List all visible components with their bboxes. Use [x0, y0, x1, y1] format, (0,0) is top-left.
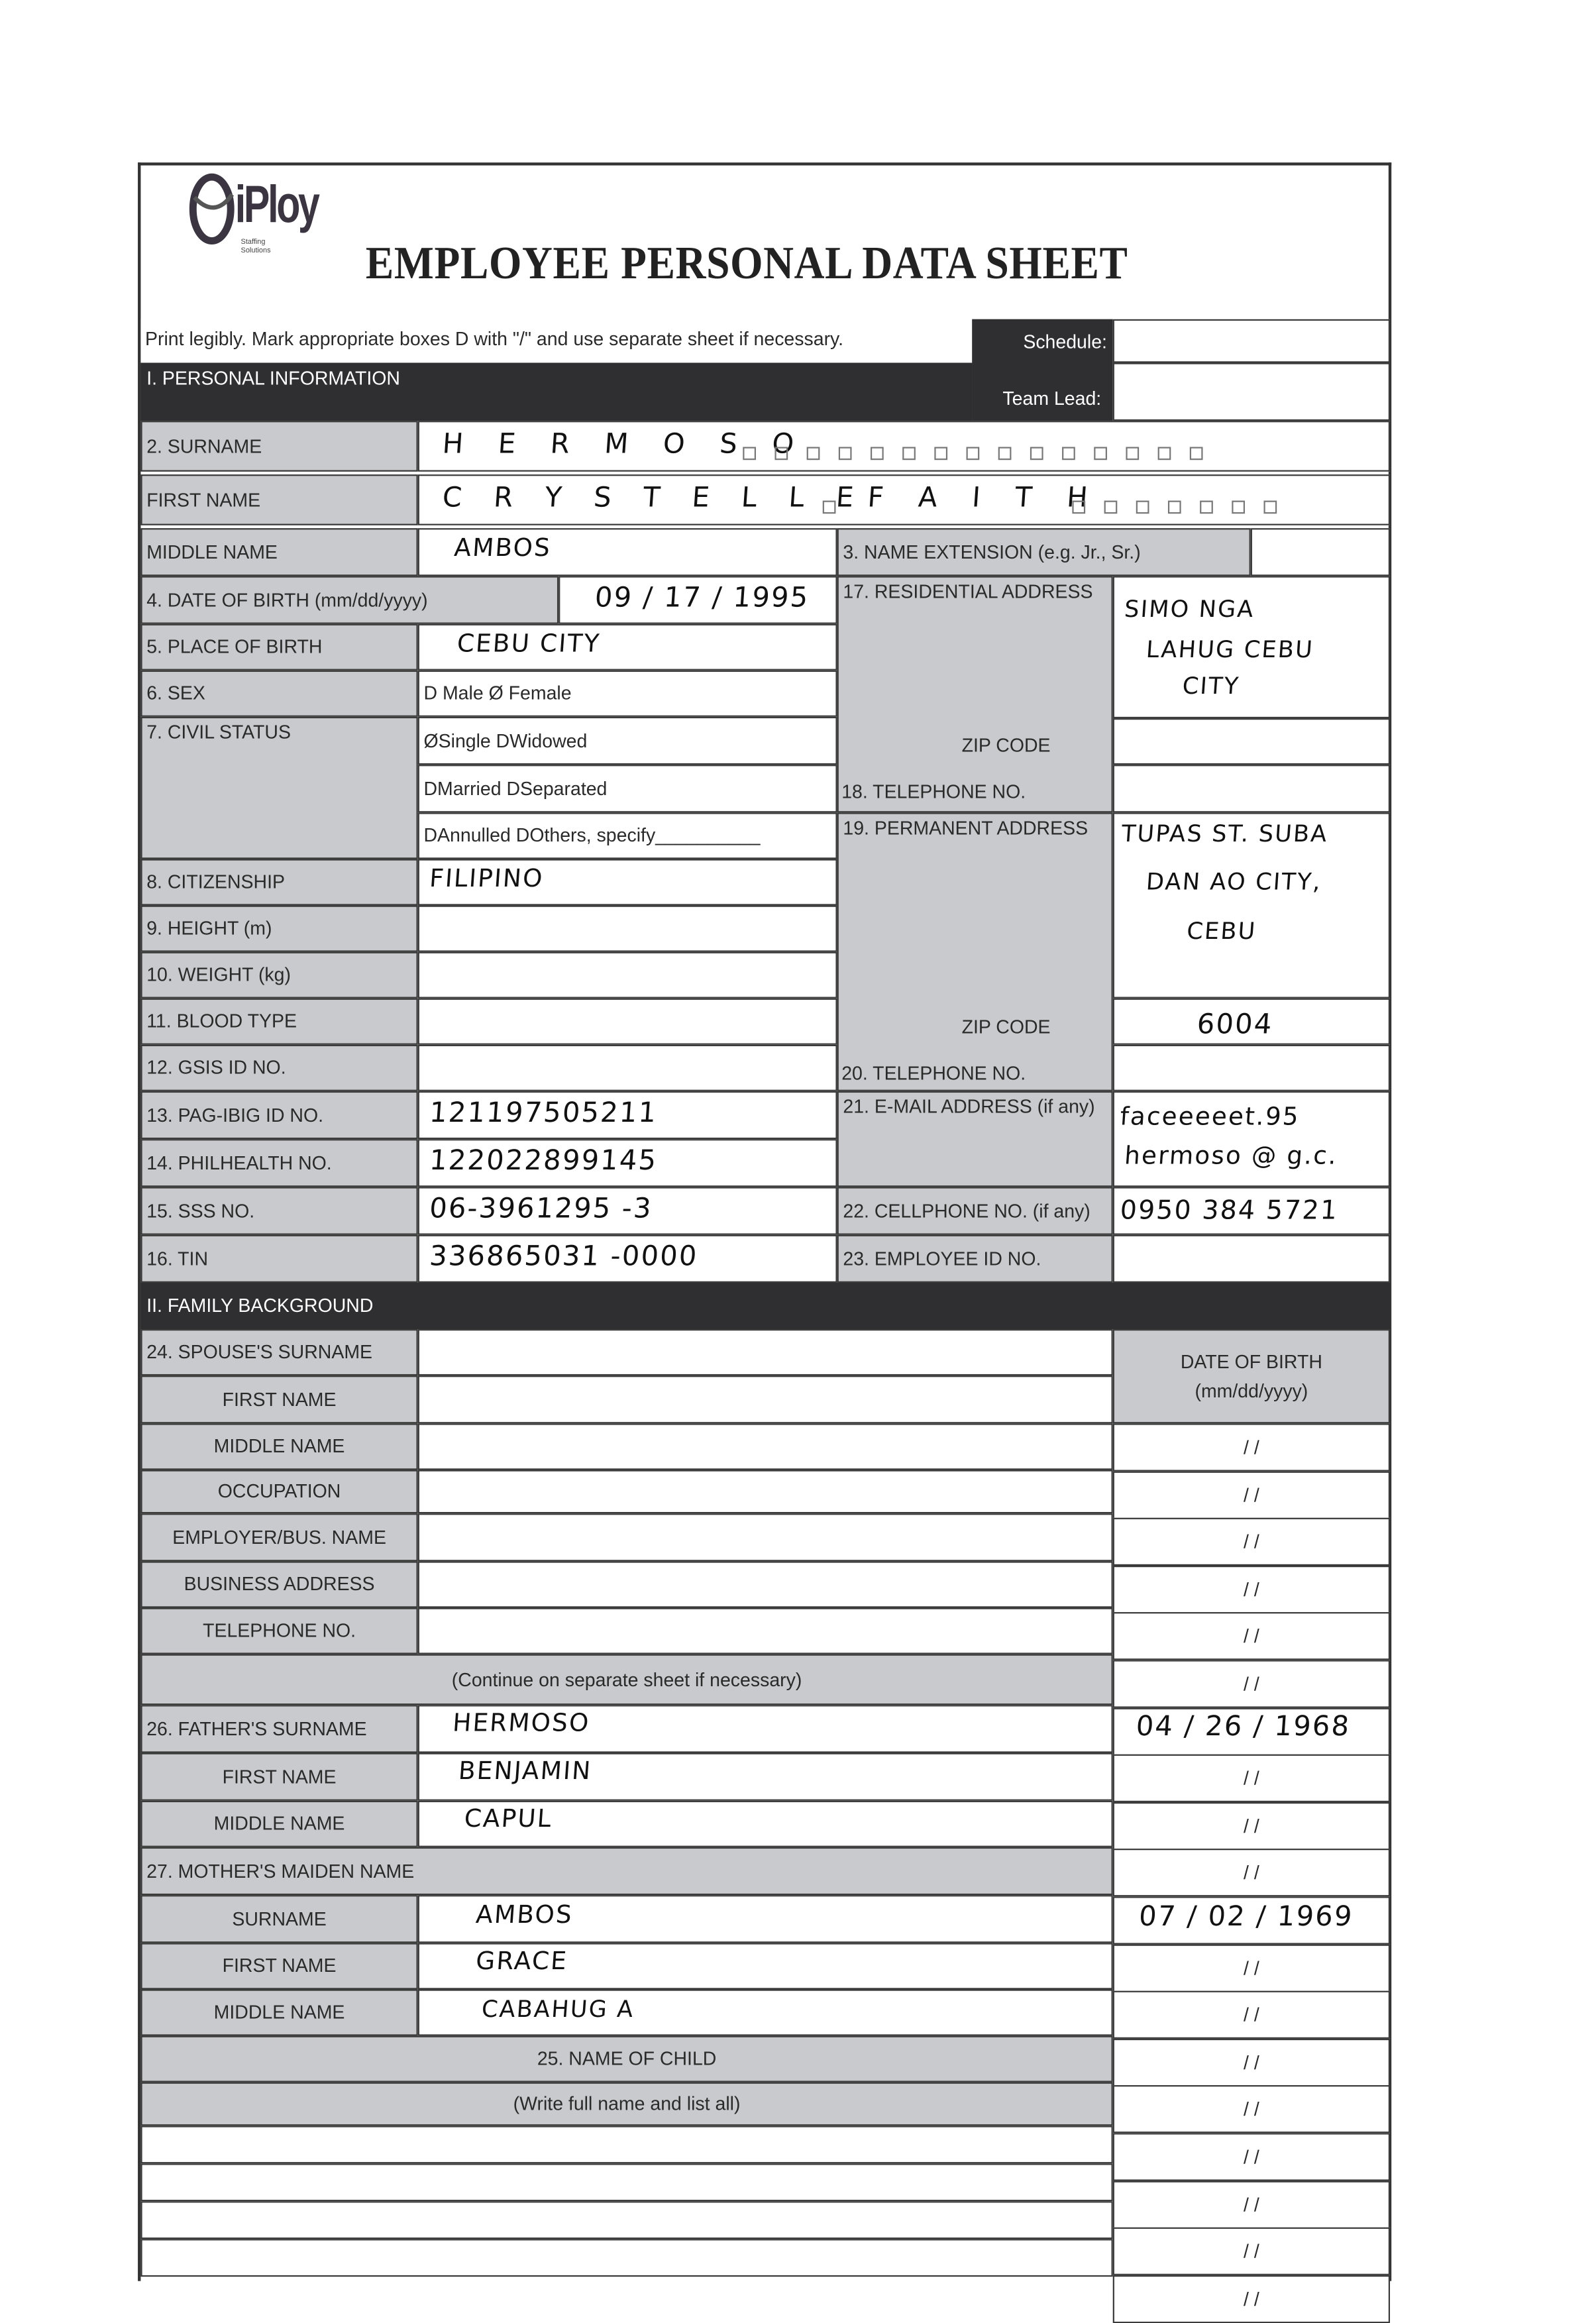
letter-box[interactable]: [838, 447, 851, 460]
zip-code-label: ZIP CODE: [961, 1016, 1051, 1038]
email-line: faceeeeet.95: [1119, 1103, 1301, 1132]
letter-box[interactable]: [1093, 447, 1106, 460]
child-dob-field[interactable]: / /: [1113, 2039, 1390, 2086]
philhealth-handwriting: 122022899145: [428, 1144, 659, 1177]
letter-box[interactable]: [1136, 501, 1149, 514]
child-dob-field[interactable]: / /: [1113, 1660, 1390, 1707]
letter-box[interactable]: [806, 447, 820, 460]
dob-label: 4. DATE OF BIRTH (mm/dd/yyyy): [140, 576, 559, 623]
letter-box[interactable]: [933, 447, 947, 460]
logo-subtitle: Staffing Solutions: [240, 238, 271, 256]
child-dob-field[interactable]: / /: [1113, 2181, 1390, 2228]
mother-middle-name-handwriting: CABAHUG A: [480, 1995, 635, 2023]
iploy-logo: [186, 168, 318, 262]
child-name-row[interactable]: [140, 2126, 1112, 2163]
sss-handwriting: 06-3961295 -3: [428, 1193, 654, 1225]
letter-box[interactable]: [998, 447, 1011, 460]
letter-box[interactable]: [1071, 501, 1085, 514]
employer-field[interactable]: [418, 1513, 1113, 1561]
business-address-field[interactable]: [418, 1561, 1113, 1607]
child-name-row[interactable]: [140, 2201, 1112, 2239]
spouse-first-name-label: FIRST NAME: [140, 1376, 417, 1423]
first-name-letter-boxes-2[interactable]: [1062, 495, 1285, 521]
father-surname-handwriting: HERMOSO: [451, 1709, 591, 1739]
spouse-telephone-label: TELEPHONE NO.: [140, 1608, 417, 1654]
residential-address-line: CITY: [1181, 671, 1241, 700]
permanent-address-line: DAN AO CITY,: [1145, 867, 1323, 896]
team-lead-label: Team Lead:: [1002, 387, 1102, 409]
section-personal-info-header: I. PERSONAL INFORMATION: [140, 363, 972, 421]
spouse-middle-name-label: MIDDLE NAME: [140, 1423, 417, 1470]
child-dob-field[interactable]: / /: [1113, 1566, 1390, 1613]
first-name-label: FIRST NAME: [140, 474, 417, 525]
father-middle-name-label: MIDDLE NAME: [140, 1801, 417, 1847]
zip-code-label: ZIP CODE: [961, 734, 1051, 756]
child-dob-field[interactable]: / /: [1113, 1423, 1390, 1471]
mother-first-name-label: FIRST NAME: [140, 1943, 417, 1989]
occupation-field[interactable]: [418, 1470, 1113, 1513]
child-dob-field[interactable]: / /: [1113, 2086, 1390, 2134]
father-middle-name-handwriting: CAPUL: [463, 1805, 554, 1835]
team-lead-field[interactable]: [1113, 363, 1390, 421]
mother-surname-label: SURNAME: [140, 1895, 417, 1943]
letter-box[interactable]: [1157, 447, 1171, 460]
telephone-field-2[interactable]: [1113, 1045, 1390, 1091]
name-extension-label: 3. NAME EXTENSION (e.g. Jr., Sr.): [837, 528, 1251, 576]
child-dob-field[interactable]: / /: [1113, 2275, 1390, 2322]
name-extension-field[interactable]: [1251, 528, 1390, 576]
business-address-label: BUSINESS ADDRESS: [140, 1561, 417, 1607]
spouse-telephone-field[interactable]: [418, 1608, 1113, 1654]
civil-status-label: 7. CIVIL STATUS: [140, 717, 417, 859]
blood-type-field[interactable]: [418, 999, 837, 1045]
telephone-label-2: 20. TELEPHONE NO.: [841, 1062, 1026, 1084]
father-dob-handwriting: 04 / 26 / 1968: [1135, 1711, 1352, 1743]
employee-id-field[interactable]: [1113, 1235, 1390, 1283]
mother-first-name-handwriting: GRACE: [474, 1947, 569, 1976]
schedule-field[interactable]: [1113, 319, 1390, 363]
child-dob-field[interactable]: / /: [1113, 1755, 1390, 1802]
continue-note: (Continue on separate sheet if necessary): [140, 1654, 1112, 1705]
mother-maiden-name-label: 27. MOTHER'S MAIDEN NAME: [140, 1847, 1112, 1895]
surname-letter-boxes[interactable]: [733, 441, 1212, 467]
tin-label: 16. TIN: [140, 1235, 417, 1283]
letter-box[interactable]: [742, 447, 755, 460]
residential-address-label: 17. RESIDENTIAL ADDRESS: [837, 576, 1113, 812]
child-dob-field[interactable]: / /: [1113, 2133, 1390, 2181]
child-dob-field[interactable]: / /: [1113, 1991, 1390, 2039]
father-surname-label: 26. FATHER'S SURNAME: [140, 1705, 417, 1753]
telephone-field[interactable]: [1113, 765, 1390, 812]
instructions-text: Print legibly. Mark appropriate boxes D with "/" and use separate sheet if necessary.: [140, 319, 972, 363]
citizenship-handwriting: FILIPINO: [428, 865, 545, 894]
occupation-label: OCCUPATION: [140, 1470, 417, 1513]
civil-status-option-row[interactable]: DMarried DSeparated: [418, 765, 837, 812]
page-title: EMPLOYEE PERSONAL DATA SHEET: [365, 238, 1128, 290]
father-first-name-label: FIRST NAME: [140, 1753, 417, 1801]
dob-header-title: DATE OF BIRTH: [1180, 1350, 1322, 1373]
blood-type-label: 11. BLOOD TYPE: [140, 999, 417, 1045]
logo-text: iPloy: [235, 174, 318, 234]
mother-surname-handwriting: AMBOS: [474, 1900, 574, 1930]
spouse-surname-field[interactable]: [418, 1329, 1113, 1376]
gsis-field[interactable]: [418, 1045, 837, 1091]
letter-box[interactable]: [1167, 501, 1181, 514]
letter-box[interactable]: [1231, 501, 1244, 514]
surname-handwriting: H E R M O S O: [441, 428, 808, 460]
citizenship-label: 8. CITIZENSHIP: [140, 859, 417, 905]
employer-label: EMPLOYER/BUS. NAME: [140, 1513, 417, 1561]
weight-field[interactable]: [418, 952, 837, 999]
child-dob-field[interactable]: / /: [1113, 1944, 1390, 1992]
letter-box[interactable]: [1061, 447, 1075, 460]
permanent-address-label: 19. PERMANENT ADDRESS: [837, 812, 1113, 1091]
civil-status-option-row[interactable]: DAnnulled DOthers, specify__________: [418, 812, 837, 859]
employee-id-label: 23. EMPLOYEE ID NO.: [837, 1235, 1113, 1283]
spouse-surname-label: 24. SPOUSE'S SURNAME: [140, 1329, 417, 1376]
letter-box[interactable]: [902, 447, 915, 460]
gsis-label: 12. GSIS ID NO.: [140, 1045, 417, 1091]
email-line: hermoso @ g.c.: [1123, 1142, 1339, 1171]
letter-box[interactable]: [822, 501, 835, 514]
pob-handwriting: CEBU CITY: [456, 629, 602, 659]
sss-label: 15. SSS NO.: [140, 1187, 417, 1234]
child-name-row[interactable]: [140, 2239, 1112, 2277]
child-name-label: 25. NAME OF CHILD: [140, 2036, 1112, 2082]
spouse-first-name-field[interactable]: [418, 1376, 1113, 1423]
child-dob-field[interactable]: / /: [1113, 1802, 1390, 1850]
pagibig-label: 13. PAG-IBIG ID NO.: [140, 1091, 417, 1139]
weight-label: 10. WEIGHT (kg): [140, 952, 417, 999]
surname-label: 2. SURNAME: [140, 421, 417, 472]
height-field[interactable]: [418, 906, 837, 952]
letter-box[interactable]: [1189, 447, 1202, 460]
philhealth-label: 14. PHILHEALTH NO.: [140, 1139, 417, 1187]
residential-address-line: LAHUG CEBU: [1145, 635, 1315, 663]
child-name-row[interactable]: [140, 2163, 1112, 2201]
section-family-background-header: II. FAMILY BACKGROUND: [140, 1283, 1390, 1329]
letter-box[interactable]: [1103, 501, 1116, 514]
middle-name-handwriting: AMBOS: [452, 533, 553, 563]
child-note: (Write full name and list all): [140, 2082, 1112, 2126]
permanent-address-line: TUPAS ST. SUBA: [1120, 820, 1329, 847]
letter-box[interactable]: [870, 447, 883, 460]
residential-address-line: SIMO NGA: [1123, 594, 1256, 623]
civil-status-option-row[interactable]: ØSingle DWidowed: [418, 717, 837, 765]
dob-header-format: (mm/dd/yyyy): [1195, 1379, 1308, 1402]
dob-handwriting: 09 / 17 / 1995: [594, 582, 810, 614]
sex-label: 6. SEX: [140, 671, 417, 717]
height-label: 9. HEIGHT (m): [140, 906, 417, 952]
cellphone-handwriting: 0950 384 5721: [1119, 1195, 1340, 1226]
email-label: 21. E-MAIL ADDRESS (if any): [837, 1091, 1113, 1187]
sex-options[interactable]: D Male Ø Female: [418, 671, 837, 717]
pob-label: 5. PLACE OF BIRTH: [140, 624, 417, 671]
letter-box[interactable]: [965, 447, 979, 460]
tin-handwriting: 336865031 -0000: [428, 1240, 700, 1273]
zip-code-handwriting: 6004: [1196, 1008, 1275, 1041]
schedule-label: Schedule:: [972, 319, 1112, 421]
first-name-letter-boxes[interactable]: [812, 495, 844, 521]
father-first-name-handwriting: BENJAMIN: [457, 1757, 593, 1786]
letter-box[interactable]: [1263, 501, 1276, 514]
middle-name-label: MIDDLE NAME: [140, 528, 417, 576]
letter-box[interactable]: [1030, 447, 1043, 460]
mother-middle-name-label: MIDDLE NAME: [140, 1989, 417, 2035]
letter-box[interactable]: [774, 447, 787, 460]
letter-box[interactable]: [1125, 447, 1138, 460]
letter-box[interactable]: [1199, 501, 1212, 514]
first-name-handwriting: C R Y S T E L L E: [441, 482, 867, 514]
permanent-address-line: CEBU: [1185, 917, 1257, 945]
child-dob-field[interactable]: / /: [1113, 1518, 1390, 1566]
child-dob-field[interactable]: / /: [1113, 1613, 1390, 1660]
mother-dob-handwriting: 07 / 02 / 1969: [1138, 1900, 1355, 1933]
cellphone-label: 22. CELLPHONE NO. (if any): [837, 1187, 1113, 1234]
dob-header-text: [1113, 1344, 1390, 1416]
child-dob-field[interactable]: / /: [1113, 2228, 1390, 2275]
child-dob-field[interactable]: / /: [1113, 1471, 1390, 1519]
spouse-middle-name-field[interactable]: [418, 1423, 1113, 1470]
zip-code-field[interactable]: [1113, 718, 1390, 765]
child-dob-field[interactable]: / /: [1113, 1849, 1390, 1897]
telephone-label: 18. TELEPHONE NO.: [841, 781, 1026, 803]
pagibig-handwriting: 121197505211: [428, 1097, 659, 1129]
first-name-handwriting-2: F A I T H: [866, 482, 1102, 514]
globe-logo-icon: [186, 168, 238, 255]
